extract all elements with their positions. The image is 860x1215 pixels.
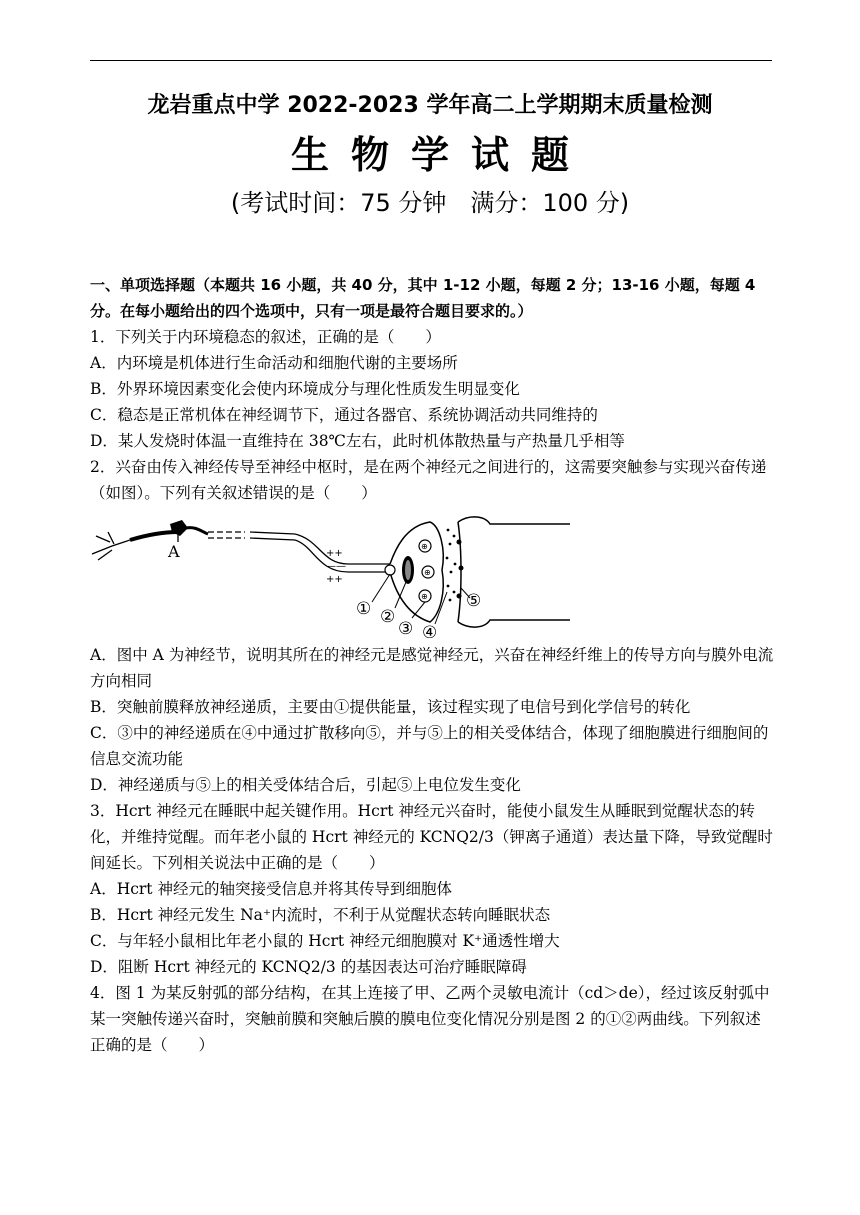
svg-text:⊕: ⊕ xyxy=(424,568,431,577)
question-1-stem: 1．下列关于内环境稳态的叙述，正确的是（ ） xyxy=(90,328,441,346)
top-rule xyxy=(90,60,772,61)
charge-top: ++ xyxy=(326,548,343,559)
exam-content xyxy=(90,272,775,1058)
question-1-option-c: C．稳态是正常机体在神经调节下，通过各器官、系统协调活动共同维持的 xyxy=(90,406,598,424)
question-1-option-b: B．外界环境因素变化会使内环境成分与理化性质发生明显变化 xyxy=(90,380,520,398)
charge-bot: ++ xyxy=(326,574,343,585)
question-2-option-c: C．③中的神经递质在④中通过扩散移向⑤，并与⑤上的相关受体结合，体现了细胞膜进行细胞间的信息交流功能 xyxy=(90,724,769,768)
question-4-stem: 4．图 1 为某反射弧的部分结构，在其上连接了甲、乙两个灵敏电流计（cd＞de），经过该反射弧中某一突触传递兴奋时，突触前膜和突触后膜的膜电位变化情况分别是图 2 的①②两曲线。下列叙述正确的是（ ） xyxy=(90,984,770,1054)
synapse-figure xyxy=(90,510,590,638)
marker-4: ④ xyxy=(422,623,438,638)
marker-2: ② xyxy=(380,607,396,627)
question-3-option-b: B．Hcrt 神经元发生 Na⁺内流时，不利于从觉醒状态转向睡眠状态 xyxy=(90,906,551,924)
question-2-option-b: B．突触前膜释放神经递质，主要由①提供能量，该过程实现了电信号到化学信号的转化 xyxy=(90,698,691,716)
question-3-stem: 3．Hcrt 神经元在睡眠中起关键作用。Hcrt 神经元兴奋时，能使小鼠发生从睡眠到觉醒状态的转化，并维持觉醒。而年老小鼠的 Hcrt 神经元的 KCNQ2/3（钾离子通道）表达量下降，导致觉醒时间延长。下列相关说法中正确的是（ ） xyxy=(90,802,773,872)
marker-1: ① xyxy=(356,599,372,619)
question-2-option-d: D．神经递质与⑤上的相关受体结合后，引起⑤上电位发生变化 xyxy=(90,776,521,794)
question-3-option-a: A．Hcrt 神经元的轴突接受信息并将其传导到细胞体 xyxy=(90,880,452,898)
cleft-dots xyxy=(446,529,457,602)
marker-3: ③ xyxy=(398,619,414,638)
svg-text:⊕: ⊕ xyxy=(421,542,428,551)
marker-5: ⑤ xyxy=(466,591,482,611)
question-3-option-d: D．阻断 Hcrt 神经元的 KCNQ2/3 的基因表达可治疗睡眠障碍 xyxy=(90,958,527,976)
presynaptic-terminal xyxy=(390,522,443,622)
synapse-diagram xyxy=(90,510,590,638)
question-2-option-a: A．图中 A 为神经节，说明其所在的神经元是感觉神经元，兴奋在神经纤维上的传导方向与膜外电流方向相同 xyxy=(90,646,774,690)
question-2-stem: 2．兴奋由传入神经传导至神经中枢时，是在两个神经元之间进行的，这需要突触参与实现兴奋传递（如图）。下列有关叙述错误的是（ ） xyxy=(90,458,767,502)
school-title: 龙岩重点中学 2022-2023 学年高二上学期期末质量检测 xyxy=(147,93,713,118)
subject-title: 生物学试题 xyxy=(290,133,591,177)
label-a: A xyxy=(168,542,180,561)
question-1-option-d: D．某人发烧时体温一直维持在 38℃左右，此时机体散热量与产热量几乎相等 xyxy=(90,432,625,450)
svg-text:⊕: ⊕ xyxy=(421,592,428,601)
exam-info: (考试时间：75 分钟 满分：100 分) xyxy=(230,189,630,217)
charge-mid: —— xyxy=(326,561,346,572)
section-heading: 一、单项选择题（本题共 16 小题，共 40 分，其中 1-12 小题，每题 2 分；13-16 小题，每题 4 分。在每小题给出的四个选项中，只有一项是最符合题目要求的。） xyxy=(90,276,756,320)
question-3-option-c: C．与年轻小鼠相比年老小鼠的 Hcrt 神经元细胞膜对 K⁺通透性增大 xyxy=(90,932,560,950)
question-1-option-a: A．内环境是机体进行生命活动和细胞代谢的主要场所 xyxy=(90,354,458,372)
postsynaptic-membrane xyxy=(458,522,461,622)
dendrite-branches xyxy=(92,532,130,560)
